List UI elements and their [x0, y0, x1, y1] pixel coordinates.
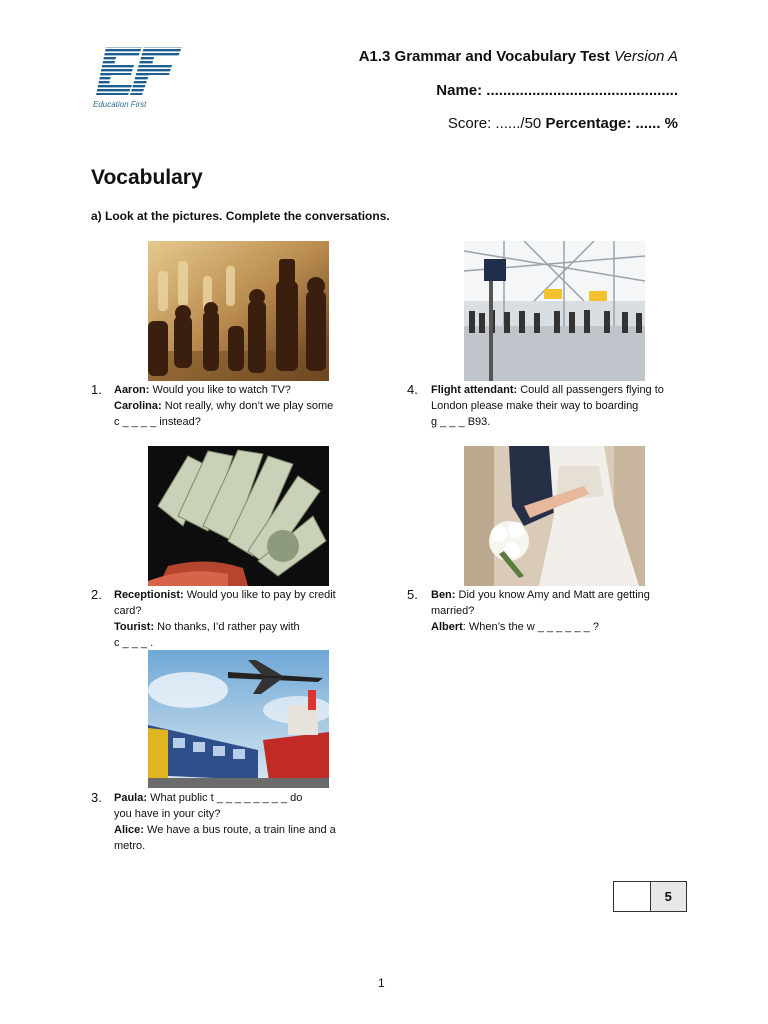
question-3-line: [114, 838, 364, 854]
question-1-line: [114, 382, 364, 398]
section-score-box: [613, 881, 687, 912]
question-4-answer-blank[interactable]: [431, 414, 691, 430]
chess-picture: [148, 241, 329, 381]
dialogue-text: c _ _ _ _ instead?: [114, 416, 201, 428]
question-2-number: 2.: [91, 587, 102, 602]
percentage-label: Percentage: ...... %: [545, 115, 678, 132]
speaker-label: Alice:: [114, 824, 144, 836]
question-2-text: [114, 587, 364, 651]
speaker-label: Flight attendant:: [431, 384, 518, 396]
speaker-label: Receptionist:: [114, 589, 184, 601]
question-5-line: [431, 603, 691, 619]
dialogue-text: No thanks, I’d rather pay with: [154, 621, 300, 633]
question-3-line: [114, 806, 364, 822]
question-3-answer-blank[interactable]: [114, 790, 364, 806]
dialogue-text: you have in your city?: [114, 808, 221, 820]
dialogue-text: metro.: [114, 840, 146, 852]
question-5-answer-blank[interactable]: [431, 619, 691, 635]
question-2-line: [114, 619, 364, 635]
speaker-label: Ben:: [431, 589, 456, 601]
wedding-picture: [464, 446, 645, 586]
dialogue-text: g _ _ _ B93.: [431, 416, 491, 428]
dialogue-text: Could all passengers flying to: [517, 384, 664, 396]
speaker-label: Paula:: [114, 792, 148, 804]
score-label: Score: ....../50: [447, 115, 542, 132]
speaker-label: Carolina:: [114, 400, 162, 412]
name-field: Name: ..............................................: [436, 82, 678, 99]
airport-image: [464, 241, 645, 381]
dialogue-text: Not really, why don’t we play some: [161, 400, 334, 412]
test-title: [359, 48, 678, 65]
money-image: [148, 446, 329, 586]
logo-caption: Education First: [93, 100, 147, 109]
question-1-text: [114, 382, 364, 430]
question-3-number: 3.: [91, 790, 102, 805]
score-entry-cell[interactable]: [614, 882, 651, 911]
dialogue-text: Did you know Amy and Matt are getting: [455, 589, 650, 601]
speaker-label: Albert: [431, 621, 463, 633]
page-number: 1: [378, 976, 385, 990]
question-2-line: [114, 587, 364, 603]
question-4-text: [431, 382, 691, 430]
question-5-line: [431, 587, 691, 603]
question-5-number: 5.: [407, 587, 418, 602]
question-5-text: [431, 587, 691, 635]
dialogue-text: married?: [431, 605, 475, 617]
wedding-image: [464, 446, 645, 586]
score-field: [448, 115, 678, 132]
test-version: Version A: [614, 48, 678, 65]
question-4-line: [431, 398, 691, 414]
dialogue-text: card?: [114, 605, 142, 617]
question-1-number: 1.: [91, 382, 102, 397]
money-picture: [148, 446, 329, 586]
question-3-line: [114, 822, 364, 838]
question-4-line: [431, 382, 691, 398]
dialogue-text: London please make their way to boarding: [431, 400, 639, 412]
speaker-label: Aaron:: [114, 384, 150, 396]
transport-picture: [148, 650, 329, 788]
airport-picture: [464, 241, 645, 381]
speaker-label: Tourist:: [114, 621, 155, 633]
dialogue-text: Would you like to pay by credit: [183, 589, 336, 601]
question-4-number: 4.: [407, 382, 418, 397]
score-max-points: 5: [651, 882, 687, 911]
dialogue-text: Would you like to watch TV?: [149, 384, 291, 396]
question-2-answer-blank[interactable]: [114, 635, 364, 651]
question-3-text: [114, 790, 364, 854]
question-2-line: [114, 603, 364, 619]
transport-image: [148, 650, 329, 788]
test-title-main: A1.3 Grammar and Vocabulary Test: [358, 48, 610, 65]
dialogue-text: c _ _ _ .: [114, 637, 154, 649]
section-instruction: a) Look at the pictures. Complete the conversations.: [91, 209, 390, 223]
chess-image: [148, 241, 329, 381]
section-title: Vocabulary: [91, 166, 203, 189]
dialogue-text: What public t _ _ _ _ _ _ _ _ do: [147, 792, 303, 804]
dialogue-text: We have a bus route, a train line and a: [143, 824, 336, 836]
question-1-line: [114, 398, 364, 414]
question-1-answer-blank[interactable]: [114, 414, 364, 430]
dialogue-text: : When’s the w _ _ _ _ _ _ ?: [462, 621, 599, 633]
